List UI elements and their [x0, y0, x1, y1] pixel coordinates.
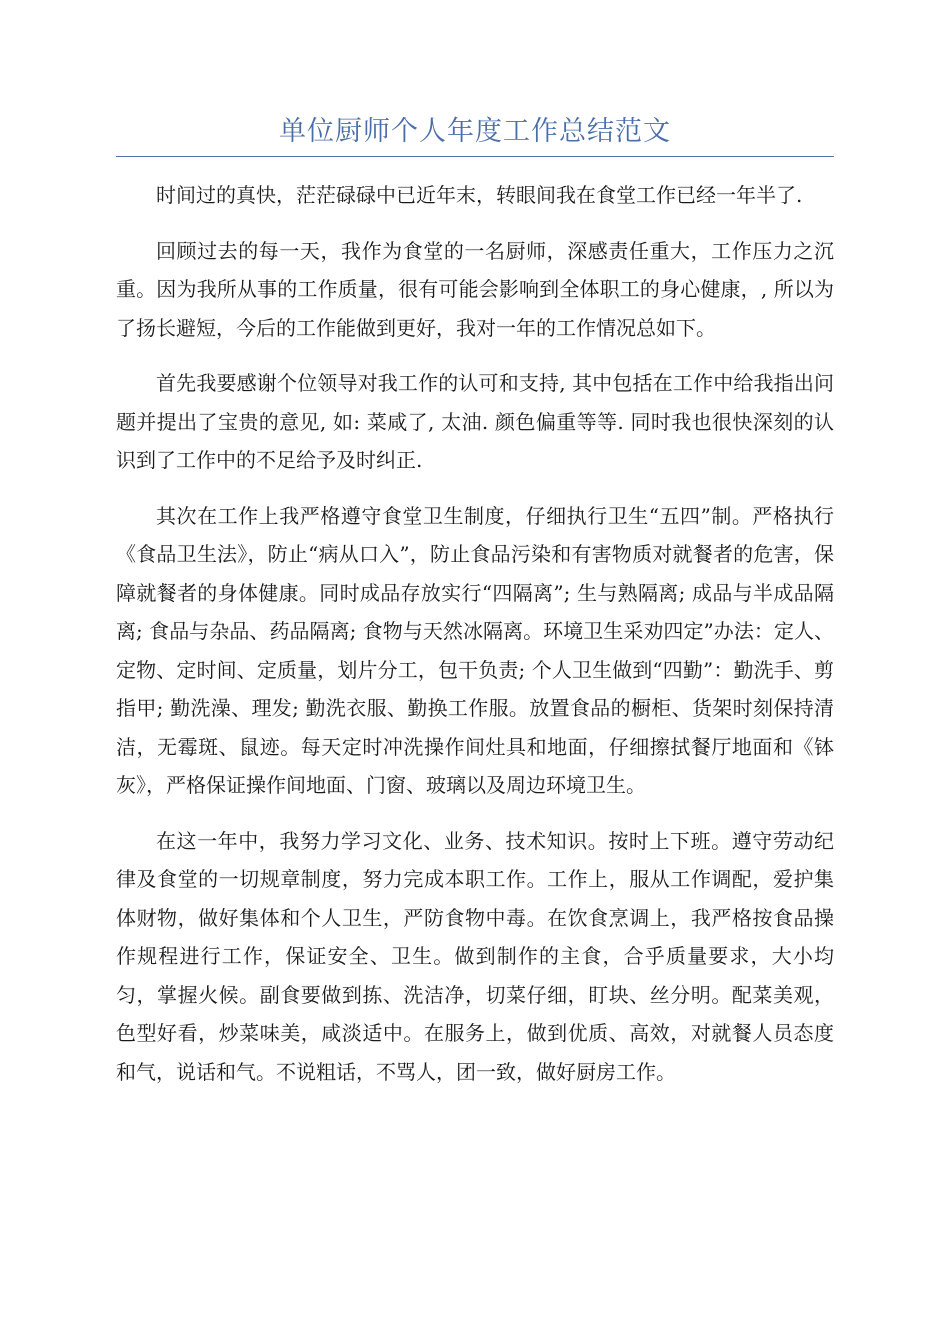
page-title: 单位厨师个人年度工作总结范文: [279, 116, 671, 147]
paragraph-4: 其次在工作上我严格遵守食堂卫生制度，仔细执行卫生“五四”制。严格执行《食品卫生法》，防止“病从口入”，防止食品污染和有害物质对就餐者的危害，保障就餐者的身体健康。同时成品存放实行“四隔离”; 生与熟隔离; 成品与半成品隔离; 食品与杂品、药品隔离; 食物与天然冰隔离。环境卫生采劝四定”办法：定人、定物、定时间、定质量，划片分工，包干负责; 个人卫生做到“四勤”：勤洗手、剪指甲; 勤洗澡、理发; 勤洗衣服、勤换工作服。放置食品的橱柜、货架时刻保持清洁，无霉斑、鼠迹。每天定时冲洗操作间灶具和地面，仔细擦拭餐厅地面和《钵灰》，严格保证操作间地面、门窗、玻璃以及周边环境卫生。: [116, 503, 834, 797]
document-body: [116, 176, 834, 1108]
title-block: [116, 112, 834, 157]
paragraph-5: 在这一年中，我努力学习文化、业务、技术知识。按时上下班。遵守劳动纪律及食堂的一切规章制度，努力完成本职工作。工作上，服从工作调配，爱护集体财物，做好集体和个人卫生，严防食物中毒。在饮食烹调上，我严格按食品操作规程进行工作，保证安全、卫生。做到制作的主食，合乎质量要求，大小均匀，掌握火候。副食要做到拣、洗洁净，切菜仔细，盯块、丝分明。配菜美观，色型好看，炒菜味美，咸淡适中。在服务上，做到优质、高效，对就餐人员态度和气，说话和气。不说粗话，不骂人，团一致，做好厨房工作。: [116, 828, 834, 1084]
paragraph-1: 时间过的真快，茫茫碌碌中已近年末，转眼间我在食堂工作已经一年半了.: [156, 183, 803, 207]
paragraph-2: 回顾过去的每一天，我作为食堂的一名厨师，深感责任重大，工作压力之沉重。因为我所从事的工作质量，很有可能会影响到全体职工的身心健康，, 所以为了扬长避短，今后的工作能做到更好，我对一年的工作情况总如下。: [116, 238, 834, 340]
paragraph-3: 首先我要感谢个位领导对我工作的认可和支持, 其中包括在工作中给我指出问题并提出了宝贵的意见, 如: 菜咸了, 太油. 颜色偏重等等. 同时我也很快深刻的认识到了工作中的不足给予及时纠正.: [116, 371, 834, 472]
